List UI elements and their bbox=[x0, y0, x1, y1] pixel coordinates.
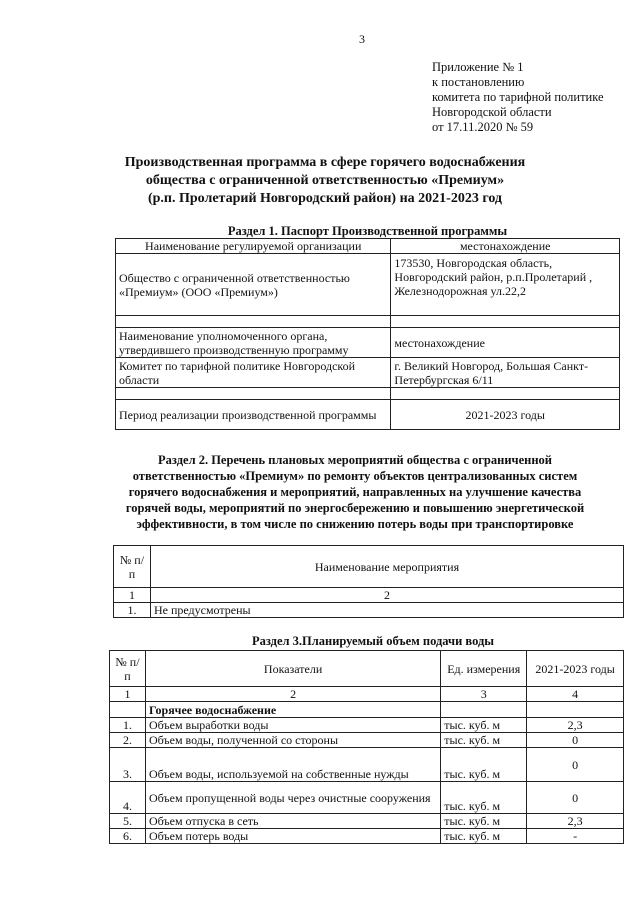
heading-line: эффективности, в том числе по снижению потерь воды при транспортировке bbox=[136, 517, 574, 531]
header-unit: Ед. измерения bbox=[441, 651, 527, 687]
header-location: местонахождение bbox=[391, 239, 620, 254]
row-num: 1. bbox=[114, 603, 151, 618]
index-cell: 2 bbox=[150, 588, 623, 603]
heading-line: ответственностью «Премиум» по ремонту объектов централизованных систем bbox=[132, 469, 578, 483]
section3-heading: Раздел 3.Планируемый объем подачи воды bbox=[251, 634, 495, 648]
org-address: 173530, Новгородская область, Новгородский район, р.п.Пролетарий , Железнодорожная ул.22,2 bbox=[391, 254, 620, 316]
row-num: 5. bbox=[110, 814, 146, 829]
empty-cell bbox=[391, 388, 620, 400]
row-indicator: Объем потерь воды bbox=[145, 829, 440, 844]
row-unit: тыс. куб. м bbox=[441, 733, 527, 748]
row-unit: тыс. куб. м bbox=[441, 829, 527, 844]
group-label: Горячее водоснабжение bbox=[145, 702, 440, 718]
header-indicators: Показатели bbox=[145, 651, 440, 687]
period-value: 2021-2023 годы bbox=[391, 400, 620, 430]
appendix-line: Приложение № 1 bbox=[432, 60, 524, 74]
index-cell: 1 bbox=[110, 687, 146, 702]
authority-address: г. Великий Новгород, Большая Санкт-Петербургская 6/11 bbox=[391, 358, 620, 388]
index-cell: 2 bbox=[145, 687, 440, 702]
empty-cell bbox=[116, 388, 391, 400]
appendix-line: к постановлению bbox=[432, 75, 525, 89]
row-value: 0 bbox=[527, 782, 624, 814]
row-value: 2,3 bbox=[527, 814, 624, 829]
header-num: № п/п bbox=[114, 546, 151, 588]
empty-cell bbox=[527, 702, 624, 718]
page-number: 3 bbox=[359, 32, 365, 46]
section2-heading bbox=[100, 452, 610, 532]
row-num: 3. bbox=[110, 748, 146, 782]
title-line: Производственная программа в сфере горячего водоснабжения bbox=[124, 155, 526, 170]
empty-cell bbox=[391, 316, 620, 328]
row-num: 6. bbox=[110, 829, 146, 844]
row-unit: тыс. куб. м bbox=[441, 748, 527, 782]
empty-cell bbox=[110, 702, 146, 718]
row-num: 2. bbox=[110, 733, 146, 748]
index-cell: 3 bbox=[441, 687, 527, 702]
index-cell: 1 bbox=[114, 588, 151, 603]
row-num: 4. bbox=[110, 782, 146, 814]
row-unit: тыс. куб. м bbox=[441, 718, 527, 733]
row-text: Не предусмотрены bbox=[150, 603, 623, 618]
index-cell: 4 bbox=[527, 687, 624, 702]
row-value: 0 bbox=[527, 733, 624, 748]
title-line: общества с ограниченной ответственностью «Премиум» bbox=[145, 173, 505, 188]
section1-heading: Раздел 1. Паспорт Производственной программы bbox=[227, 224, 508, 238]
row-indicator: Объем воды, полученной со стороны bbox=[145, 733, 440, 748]
document-title bbox=[90, 154, 560, 208]
volume-table bbox=[109, 650, 624, 844]
period-label: Период реализации производственной программы bbox=[116, 400, 391, 430]
appendix-block bbox=[432, 60, 604, 135]
row-indicator: Объем выработки воды bbox=[145, 718, 440, 733]
empty-cell bbox=[441, 702, 527, 718]
heading-line: Раздел 2. Перечень плановых мероприятий общества с ограниченной bbox=[158, 453, 552, 467]
row-value: 0 bbox=[527, 748, 624, 782]
authority-location-label: местонахождение bbox=[391, 328, 620, 358]
row-indicator: Объем пропущенной воды через очистные сооружения bbox=[145, 782, 440, 814]
row-num: 1. bbox=[110, 718, 146, 733]
row-value: 2,3 bbox=[527, 718, 624, 733]
title-line: (р.п. Пролетарий Новгородский район) на 2021-2023 год bbox=[147, 191, 503, 206]
row-value: - bbox=[527, 829, 624, 844]
authority-name: Комитет по тарифной политике Новгородской области bbox=[116, 358, 391, 388]
row-unit: тыс. куб. м bbox=[441, 814, 527, 829]
org-name: Общество с ограниченной ответственностью «Премиум» (ООО «Премиум») bbox=[116, 254, 391, 316]
appendix-line: от 17.11.2020 № 59 bbox=[432, 120, 534, 134]
heading-line: горячего водоснабжения и мероприятий, направленных на улучшение качества bbox=[128, 485, 582, 499]
row-unit: тыс. куб. м bbox=[441, 782, 527, 814]
appendix-line: комитета по тарифной политике bbox=[432, 90, 604, 104]
row-indicator: Объем отпуска в сеть bbox=[145, 814, 440, 829]
header-num: № п/п bbox=[110, 651, 146, 687]
authority-label: Наименование уполномоченного органа, утвердившего производственную программу bbox=[116, 328, 391, 358]
empty-cell bbox=[116, 316, 391, 328]
header-measure-name: Наименование мероприятия bbox=[150, 546, 623, 588]
row-indicator: Объем воды, используемой на собственные нужды bbox=[145, 748, 440, 782]
header-org-name: Наименование регулируемой организации bbox=[116, 239, 391, 254]
header-years: 2021-2023 годы bbox=[527, 651, 624, 687]
heading-line: горячей воды, мероприятий по энергосбережению и повышению энергетической bbox=[125, 501, 585, 515]
passport-table bbox=[115, 238, 620, 430]
appendix-line: Новгородской области bbox=[432, 105, 552, 119]
measures-table bbox=[113, 545, 624, 618]
